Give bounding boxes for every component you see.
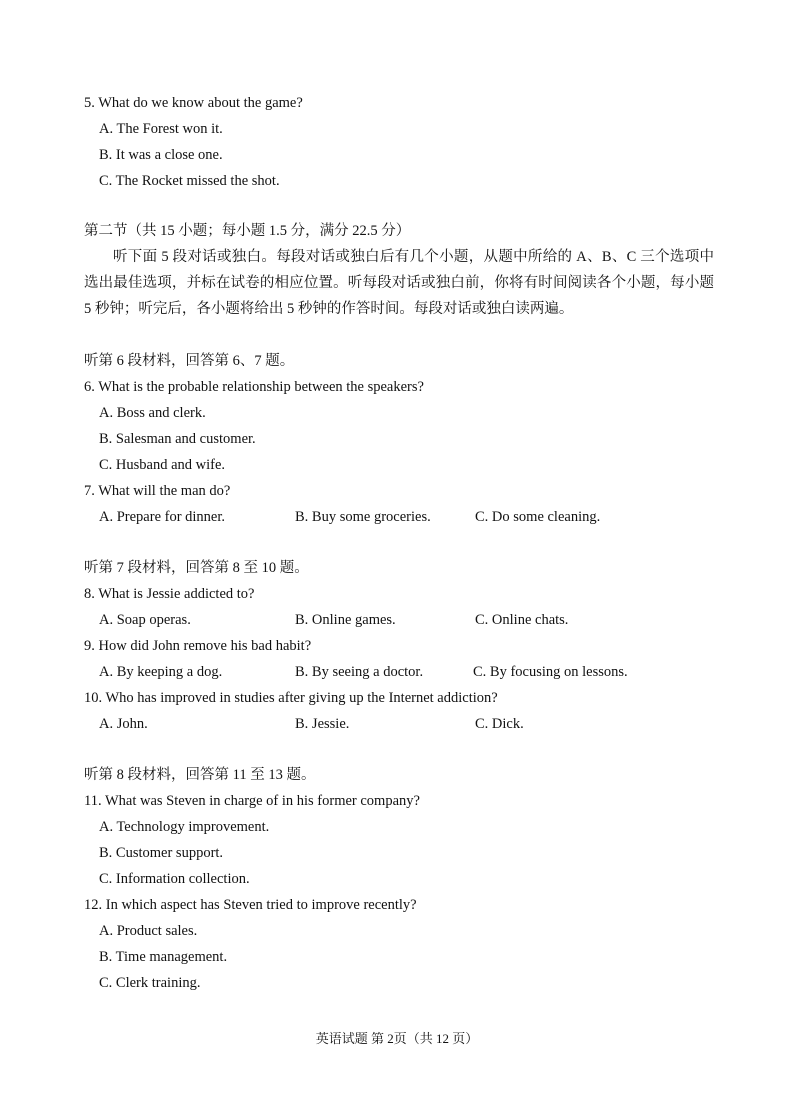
question-9: 9. How did John remove his bad habit? [84,638,312,654]
question-7-option-a: A. Prepare for dinner. [99,509,226,525]
question-12: 12. In which aspect has Steven tried to improve recently? [84,897,417,913]
question-10-options [99,715,719,733]
question-9-option-a: A. By keeping a dog. [99,664,223,680]
question-5-option-c: C. The Rocket missed the shot. [99,173,280,189]
section-2-heading: 第二节（共 15 小题；每小题 1.5 分，满分 22.5 分） [84,223,411,239]
question-7-options [99,508,719,526]
question-7: 7. What will the man do? [84,483,231,499]
question-9-option-b: B. By seeing a doctor. [295,664,424,680]
question-10-option-a: A. John. [99,716,148,732]
question-7-option-b: B. Buy some groceries. [295,509,431,525]
question-7-option-c: C. Do some cleaning. [475,509,601,525]
question-10-option-b: B. Jessie. [295,716,350,732]
question-10: 10. Who has improved in studies after giving up the Internet addiction? [84,690,498,706]
question-6-option-b: B. Salesman and customer. [99,431,256,447]
question-11-option-c: C. Information collection. [99,871,250,887]
question-9-option-c: C. By focusing on lessons. [473,664,628,680]
question-11-option-a: A. Technology improvement. [99,819,270,835]
question-10-option-c: C. Dick. [475,716,524,732]
question-12-option-c: C. Clerk training. [99,975,201,991]
question-8-option-b: B. Online games. [295,612,396,628]
question-12-option-a: A. Product sales. [99,923,198,939]
question-11: 11. What was Steven in charge of in his former company? [84,793,420,809]
question-6-option-c: C. Husband and wife. [99,457,226,473]
question-8-option-a: A. Soap operas. [99,612,191,628]
question-9-options [99,663,719,681]
passage-7-intro: 听第 7 段材料，回答第 8 至 10 题。 [84,560,309,576]
question-6-option-a: A. Boss and clerk. [99,405,206,421]
question-5-option-b: B. It was a close one. [99,147,223,163]
section-2-instructions: 听下面 5 段对话或独白。每段对话或独白后有几个小题，从题中所给的 A、B、C 三个选项中选出最佳选项，并标在试卷的相应位置。听每段对话或独白前，你将有时间阅读各个小题，每小题 5 秒钟；听完后，各小题将给出 5 秒钟的作答时间。每段对话或独白读两遍。 [84,249,714,317]
page-footer: 英语试题 第 2页（共 12 页） [315,1031,479,1046]
question-11-option-b: B. Customer support. [99,845,224,861]
passage-8-intro: 听第 8 段材料，回答第 11 至 13 题。 [84,767,316,783]
question-5-option-a: A. The Forest won it. [99,121,223,137]
passage-6-intro: 听第 6 段材料，回答第 6、7 题。 [84,353,295,369]
question-8-option-c: C. Online chats. [475,612,569,628]
question-5: 5. What do we know about the game? [84,95,303,111]
question-12-option-b: B. Time management. [99,949,228,965]
question-8-options [99,611,719,629]
question-8: 8. What is Jessie addicted to? [84,586,255,602]
question-6: 6. What is the probable relationship between the speakers? [84,379,424,395]
